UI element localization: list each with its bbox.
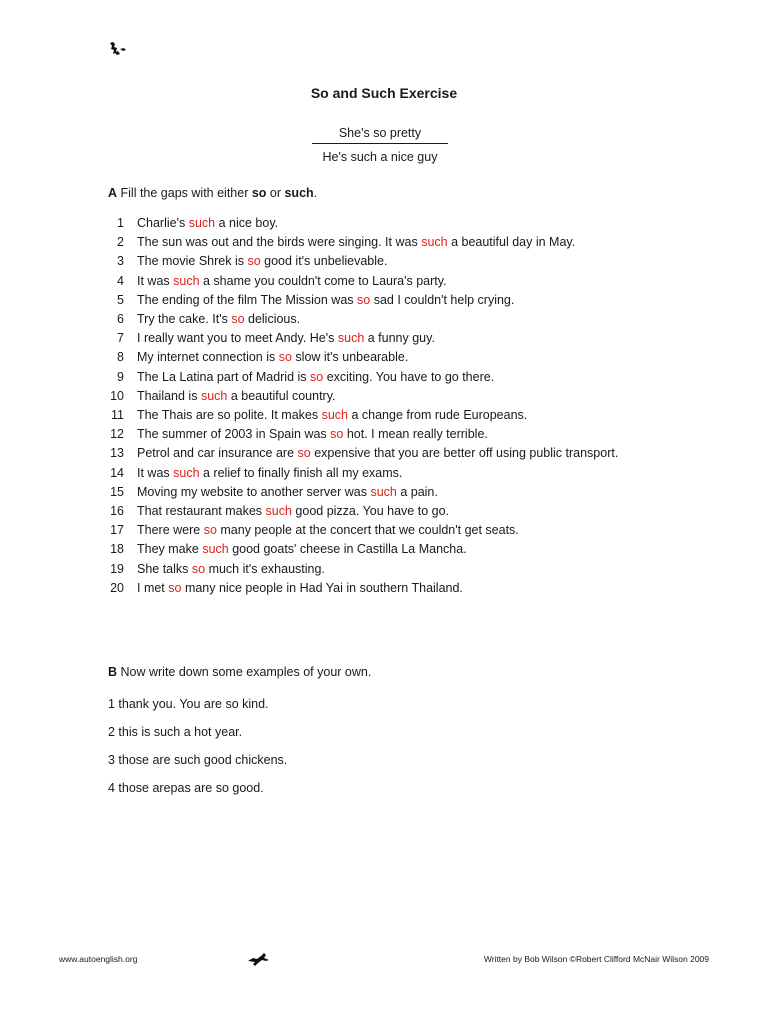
question-text [137, 542, 624, 557]
answer-word: such [265, 504, 292, 519]
question-text [137, 408, 624, 423]
answer-word: such [173, 273, 200, 288]
question-row [104, 370, 624, 385]
question-row [104, 293, 624, 308]
question-text [137, 485, 624, 500]
question-text [137, 504, 624, 519]
question-row [104, 331, 624, 346]
answer-word: so [357, 292, 371, 307]
question-row [104, 485, 624, 500]
question-row [104, 254, 624, 269]
question-row [104, 350, 624, 365]
question-text [137, 350, 624, 365]
section-a-text2: or [266, 186, 285, 200]
question-row [104, 235, 624, 250]
question-text-after: a change from rude Europeans. [347, 408, 528, 423]
question-text [137, 466, 624, 481]
question-text-before: I met [137, 580, 169, 595]
question-number: 9 [117, 369, 124, 384]
question-text-after: good it's unbelievable. [260, 254, 388, 269]
page-title: So and Such Exercise [310, 85, 458, 101]
question-text-after: exciting. You have to go there. [323, 369, 495, 384]
section-a-word-such: such [284, 186, 314, 200]
answer-word: such [321, 408, 348, 423]
answer-word: so [310, 369, 324, 384]
question-text-after: a beautiful country. [227, 388, 336, 403]
question-text-after: much it's exhausting. [205, 561, 325, 576]
question-text-before: The movie Shrek is [137, 254, 248, 269]
question-text-after: a nice boy. [215, 216, 279, 230]
question-text-after: delicious. [244, 312, 301, 327]
example-divider [312, 143, 448, 144]
question-text-before: The Thais are so polite. It makes [137, 408, 322, 423]
question-text-after: a pain. [396, 484, 438, 499]
example-box [312, 124, 448, 167]
question-text-before: The summer of 2003 in Spain was [137, 427, 331, 442]
question-text-before: There were [137, 523, 204, 538]
question-row [104, 466, 624, 481]
question-text [137, 293, 624, 308]
question-row [104, 389, 624, 404]
own-example-row: 2 this is such a hot year. [108, 725, 243, 739]
own-example-row: 1 thank you. You are so kind. [108, 697, 269, 711]
question-number: 6 [117, 312, 124, 327]
question-row [104, 562, 624, 577]
question-text [137, 331, 624, 346]
answer-word: so [278, 350, 292, 365]
question-number: 18 [110, 542, 124, 557]
question-text [137, 216, 624, 231]
question-number: 12 [110, 427, 124, 442]
section-a-letter: A [108, 186, 118, 200]
question-text-after: a shame you couldn't come to Laura's party. [199, 273, 447, 288]
question-number: 5 [117, 292, 124, 307]
question-text [137, 523, 624, 538]
answer-word: such [200, 388, 228, 403]
question-number: 7 [117, 331, 124, 346]
question-list [104, 216, 624, 600]
footer-website: www.autoenglish.org [59, 954, 138, 964]
footer-credit: Written by Bob Wilson ©Robert Clifford McNair Wilson 2009 [483, 954, 709, 964]
question-number: 19 [110, 561, 124, 576]
answer-word: so [330, 427, 344, 442]
own-example-row: 3 those are such good chickens. [108, 753, 288, 767]
question-text [137, 446, 624, 461]
answer-word: so [297, 446, 311, 461]
question-text-after: many people at the concert that we couldn't get seats. [216, 523, 519, 538]
question-number: 10 [110, 388, 124, 403]
section-b-instruction [108, 665, 371, 679]
answer-word: such [370, 484, 397, 499]
question-text-before: That restaurant makes [137, 504, 266, 519]
bird-logo-icon [247, 951, 273, 967]
question-number: 13 [110, 446, 124, 461]
section-b-letter: B [108, 665, 118, 679]
question-text-before: Try the cake. It's [137, 312, 232, 327]
question-text [137, 312, 624, 327]
question-text-before: It was [137, 465, 174, 480]
answer-word: so [203, 523, 217, 538]
answer-word: so [247, 254, 261, 269]
question-text [137, 389, 624, 404]
question-text-after: a relief to finally finish all my exams. [199, 465, 403, 480]
question-text-before: The ending of the film The Mission was [137, 292, 358, 307]
question-text-after: a beautiful day in May. [447, 235, 576, 250]
question-text-after: expensive that you are better off using public transport. [310, 446, 619, 461]
question-row [104, 446, 624, 461]
question-number: 16 [110, 504, 124, 519]
question-text-after: slow it's unbearable. [291, 350, 409, 365]
question-text-before: They make [137, 542, 203, 557]
own-example-row: 4 those arepas are so good. [108, 781, 264, 795]
answer-word: so [231, 312, 245, 327]
question-row [104, 523, 624, 538]
question-text-after: hot. I mean really terrible. [343, 427, 488, 442]
answer-word: such [188, 216, 216, 230]
example-such: He's such a nice guy [322, 150, 438, 164]
question-text-before: She talks [137, 561, 192, 576]
bird-logo-icon [108, 40, 128, 58]
example-so: She's so pretty [338, 126, 422, 140]
question-row [104, 427, 624, 442]
question-text-before: Petrol and car insurance are [137, 446, 298, 461]
question-text-before: My internet connection is [137, 350, 279, 365]
question-text-after: good pizza. You have to go. [291, 504, 450, 519]
answer-word: so [168, 580, 182, 595]
answer-word: such [202, 542, 229, 557]
answer-word: so [191, 561, 206, 576]
question-number: 2 [117, 235, 124, 250]
question-text-before: It was [137, 273, 174, 288]
section-a-text3: . [313, 186, 318, 200]
question-text [137, 562, 624, 577]
question-text-before: The La Latina part of Madrid is [137, 369, 311, 384]
answer-word: such [173, 465, 200, 480]
question-row [104, 542, 624, 557]
question-text-before: Moving my website to another server was [137, 484, 371, 499]
section-a-instruction [108, 186, 317, 200]
question-number: 8 [117, 350, 124, 365]
question-number: 17 [110, 523, 124, 538]
question-text-after: sad I couldn't help crying. [370, 292, 515, 307]
question-number: 4 [117, 273, 124, 288]
question-text [137, 581, 624, 596]
question-text-after: many nice people in Had Yai in southern Thailand. [181, 580, 463, 595]
question-text [137, 274, 624, 289]
question-number: 15 [110, 484, 124, 499]
question-text [137, 235, 624, 250]
section-b-text: Now write down some examples of your own. [117, 665, 372, 679]
own-examples-list [108, 696, 287, 808]
question-text-before: I really want you to meet Andy. He's [137, 331, 338, 346]
question-number: 3 [117, 254, 124, 269]
answer-word: such [337, 331, 365, 346]
section-a-text1: Fill the gaps with either [120, 186, 252, 200]
question-number: 1 [117, 216, 124, 230]
question-text-after: a funny guy. [364, 331, 435, 346]
question-row [104, 581, 624, 596]
question-text-after: good goats' cheese in Castilla La Mancha. [228, 542, 467, 557]
question-row [104, 312, 624, 327]
question-text-before: Charlie's [137, 216, 189, 230]
question-text [137, 254, 624, 269]
question-text [137, 427, 624, 442]
question-text-before: Thailand is [137, 388, 201, 403]
question-row [104, 504, 624, 519]
question-number: 11 [111, 408, 124, 423]
section-a-word-so: so [251, 186, 267, 200]
question-row [104, 408, 624, 423]
question-row [104, 216, 624, 231]
question-text [137, 370, 624, 385]
answer-word: such [421, 235, 448, 250]
question-number: 20 [110, 580, 124, 595]
question-row [104, 274, 624, 289]
question-text-before: The sun was out and the birds were singing. It was [137, 235, 422, 250]
question-number: 14 [110, 465, 124, 480]
